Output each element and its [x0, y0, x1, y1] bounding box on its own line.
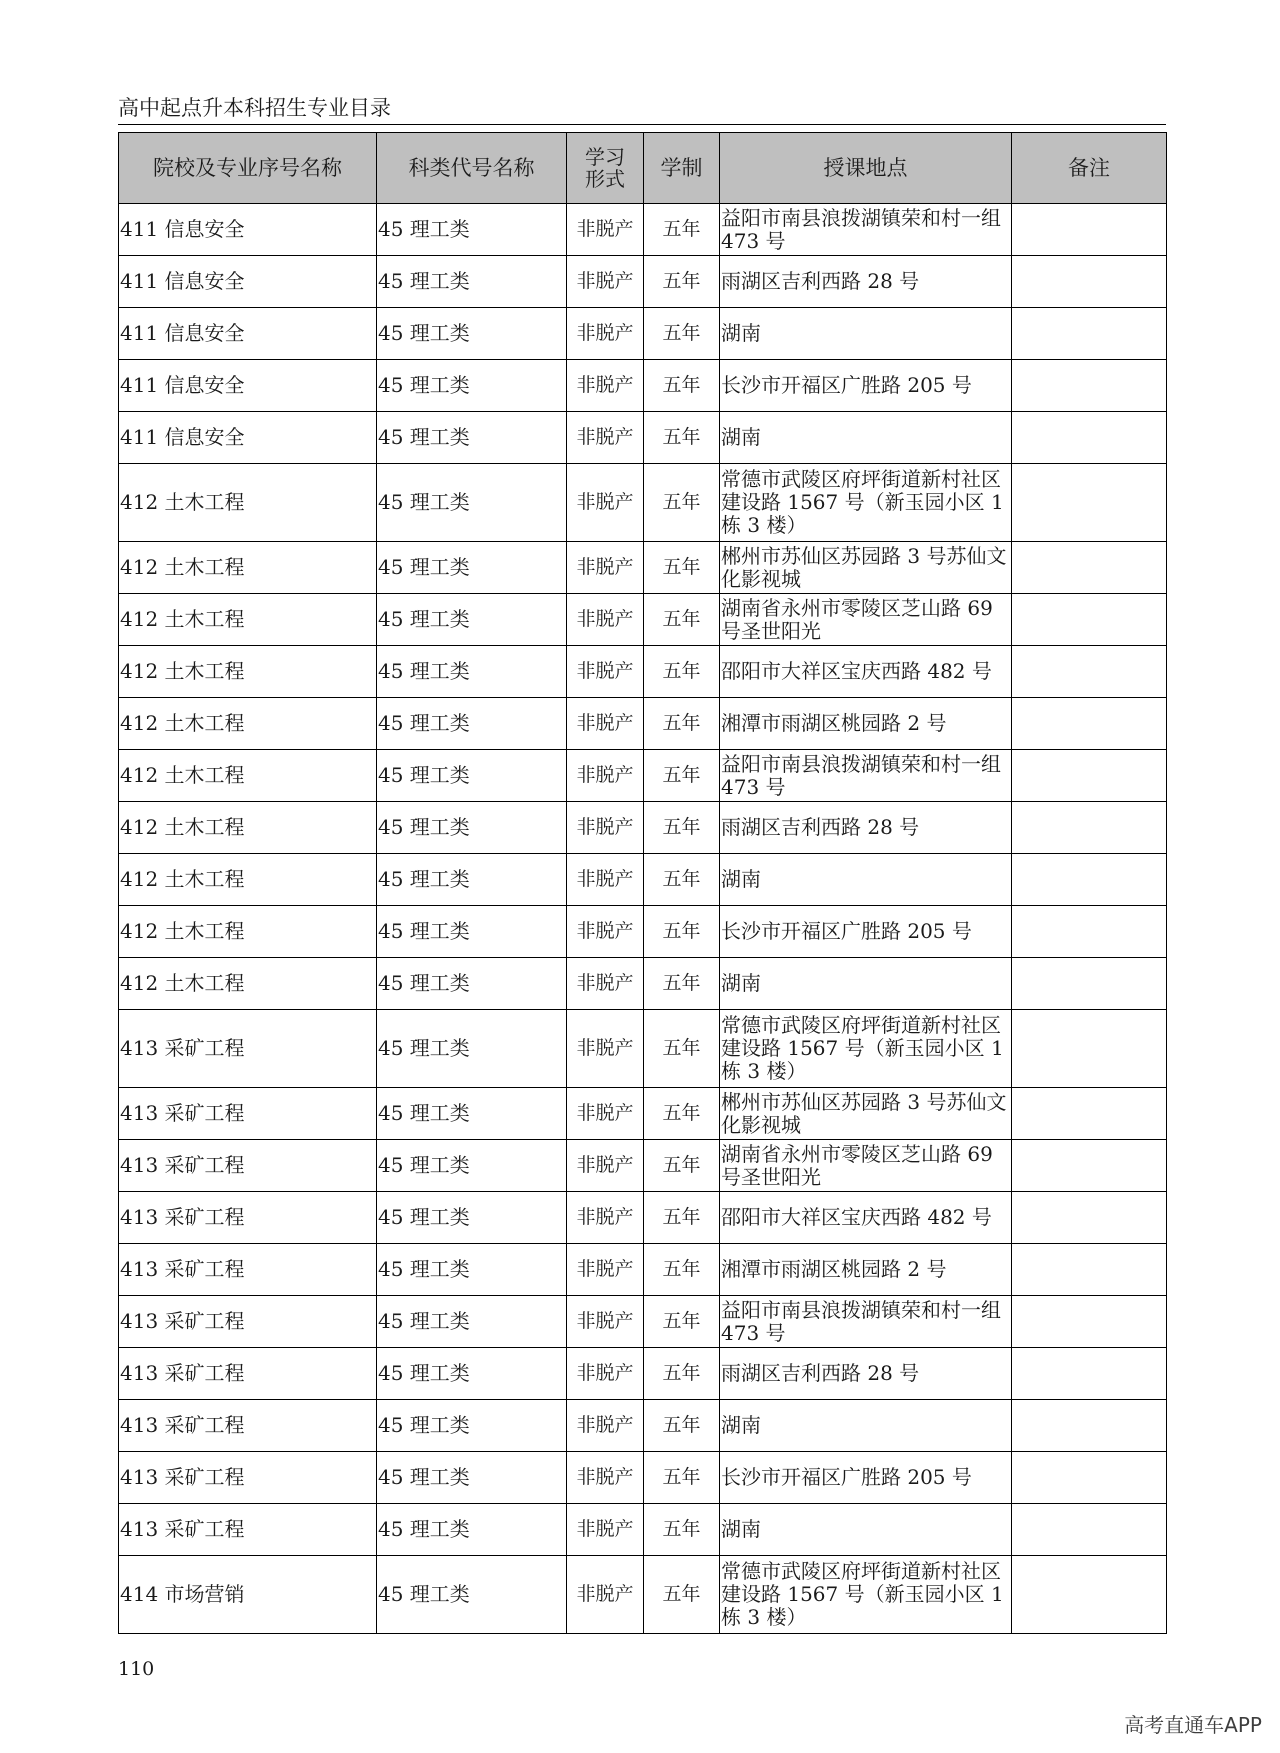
duration-cell: 五年 [644, 958, 720, 1010]
category-cell: 45 理工类 [377, 1452, 567, 1504]
category-cell: 45 理工类 [377, 802, 567, 854]
note-cell [1012, 412, 1167, 464]
category-cell: 45 理工类 [377, 750, 567, 802]
duration-cell: 五年 [644, 1192, 720, 1244]
duration-cell: 五年 [644, 412, 720, 464]
note-cell [1012, 646, 1167, 698]
table-row [119, 1348, 1167, 1400]
major-cell: 412 土木工程 [119, 542, 377, 594]
table-row [119, 256, 1167, 308]
location-cell: 长沙市开福区广胜路 205 号 [720, 1452, 1012, 1504]
duration-cell: 五年 [644, 1296, 720, 1348]
category-cell: 45 理工类 [377, 256, 567, 308]
major-cell: 411 信息安全 [119, 360, 377, 412]
duration-cell: 五年 [644, 1504, 720, 1556]
table-row [119, 1452, 1167, 1504]
location-cell: 常德市武陵区府坪街道新村社区建设路 1567 号（新玉园小区 1 栋 3 楼） [720, 464, 1012, 542]
duration-cell: 五年 [644, 1244, 720, 1296]
location-cell: 常德市武陵区府坪街道新村社区建设路 1567 号（新玉园小区 1 栋 3 楼） [720, 1556, 1012, 1634]
study-mode-cell: 非脱产 [567, 1348, 644, 1400]
table-row [119, 1244, 1167, 1296]
note-cell [1012, 1192, 1167, 1244]
page-number: 110 [118, 1658, 155, 1680]
column-header-mode-line-1: 学习 [585, 145, 625, 169]
duration-cell: 五年 [644, 906, 720, 958]
category-cell: 45 理工类 [377, 412, 567, 464]
study-mode-cell: 非脱产 [567, 854, 644, 906]
category-cell: 45 理工类 [377, 594, 567, 646]
category-cell: 45 理工类 [377, 958, 567, 1010]
study-mode-cell: 非脱产 [567, 1244, 644, 1296]
location-cell: 雨湖区吉利西路 28 号 [720, 1348, 1012, 1400]
duration-cell: 五年 [644, 1010, 720, 1088]
location-cell: 郴州市苏仙区苏园路 3 号苏仙文化影视城 [720, 1088, 1012, 1140]
major-cell: 412 土木工程 [119, 854, 377, 906]
duration-cell: 五年 [644, 1088, 720, 1140]
table-row [119, 698, 1167, 750]
study-mode-cell: 非脱产 [567, 1400, 644, 1452]
note-cell [1012, 1140, 1167, 1192]
table-row [119, 594, 1167, 646]
table-header-row [119, 133, 1167, 204]
column-header-length: 学制 [644, 133, 720, 204]
major-cell: 412 土木工程 [119, 906, 377, 958]
note-cell [1012, 204, 1167, 256]
category-cell: 45 理工类 [377, 854, 567, 906]
study-mode-cell: 非脱产 [567, 802, 644, 854]
note-cell [1012, 1400, 1167, 1452]
column-header-mode-line-2: 形式 [585, 167, 625, 191]
category-cell: 45 理工类 [377, 464, 567, 542]
note-cell [1012, 1244, 1167, 1296]
category-cell: 45 理工类 [377, 1348, 567, 1400]
study-mode-cell: 非脱产 [567, 1452, 644, 1504]
location-cell: 湖南 [720, 308, 1012, 360]
study-mode-cell: 非脱产 [567, 646, 644, 698]
category-cell: 45 理工类 [377, 1504, 567, 1556]
table-row [119, 958, 1167, 1010]
category-cell: 45 理工类 [377, 1556, 567, 1634]
table-row [119, 360, 1167, 412]
study-mode-cell: 非脱产 [567, 750, 644, 802]
note-cell [1012, 906, 1167, 958]
catalog-table [118, 132, 1167, 1634]
note-cell [1012, 802, 1167, 854]
note-cell [1012, 1088, 1167, 1140]
table-row [119, 1296, 1167, 1348]
study-mode-cell: 非脱产 [567, 1010, 644, 1088]
study-mode-cell: 非脱产 [567, 1504, 644, 1556]
duration-cell: 五年 [644, 464, 720, 542]
note-cell [1012, 1556, 1167, 1634]
study-mode-cell: 非脱产 [567, 1192, 644, 1244]
note-cell [1012, 464, 1167, 542]
category-cell: 45 理工类 [377, 698, 567, 750]
location-cell: 益阳市南县浪拨湖镇荣和村一组 473 号 [720, 750, 1012, 802]
table-row [119, 906, 1167, 958]
duration-cell: 五年 [644, 854, 720, 906]
study-mode-cell: 非脱产 [567, 594, 644, 646]
note-cell [1012, 958, 1167, 1010]
duration-cell: 五年 [644, 802, 720, 854]
running-header: 高中起点升本科招生专业目录 [118, 96, 391, 120]
category-cell: 45 理工类 [377, 1088, 567, 1140]
location-cell: 湖南省永州市零陵区芝山路 69 号圣世阳光 [720, 1140, 1012, 1192]
major-cell: 413 采矿工程 [119, 1348, 377, 1400]
location-cell: 益阳市南县浪拨湖镇荣和村一组 473 号 [720, 204, 1012, 256]
watermark: 高考直通车APP [1124, 1713, 1262, 1737]
note-cell [1012, 750, 1167, 802]
major-cell: 413 采矿工程 [119, 1010, 377, 1088]
major-cell: 414 市场营销 [119, 1556, 377, 1634]
study-mode-cell: 非脱产 [567, 464, 644, 542]
duration-cell: 五年 [644, 308, 720, 360]
table-row [119, 802, 1167, 854]
major-cell: 411 信息安全 [119, 308, 377, 360]
category-cell: 45 理工类 [377, 646, 567, 698]
duration-cell: 五年 [644, 594, 720, 646]
table-row [119, 308, 1167, 360]
duration-cell: 五年 [644, 750, 720, 802]
location-cell: 常德市武陵区府坪街道新村社区建设路 1567 号（新玉园小区 1 栋 3 楼） [720, 1010, 1012, 1088]
location-cell: 长沙市开福区广胜路 205 号 [720, 360, 1012, 412]
table-row [119, 1140, 1167, 1192]
study-mode-cell: 非脱产 [567, 308, 644, 360]
category-cell: 45 理工类 [377, 1010, 567, 1088]
category-cell: 45 理工类 [377, 1296, 567, 1348]
table-row [119, 750, 1167, 802]
category-cell: 45 理工类 [377, 1400, 567, 1452]
duration-cell: 五年 [644, 1452, 720, 1504]
category-cell: 45 理工类 [377, 360, 567, 412]
major-cell: 413 采矿工程 [119, 1296, 377, 1348]
study-mode-cell: 非脱产 [567, 1296, 644, 1348]
study-mode-cell: 非脱产 [567, 1088, 644, 1140]
major-cell: 412 土木工程 [119, 464, 377, 542]
location-cell: 郴州市苏仙区苏园路 3 号苏仙文化影视城 [720, 542, 1012, 594]
duration-cell: 五年 [644, 1348, 720, 1400]
location-cell: 湖南 [720, 412, 1012, 464]
table-row [119, 412, 1167, 464]
study-mode-cell: 非脱产 [567, 1140, 644, 1192]
note-cell [1012, 1504, 1167, 1556]
location-cell: 湖南 [720, 1504, 1012, 1556]
note-cell [1012, 256, 1167, 308]
note-cell [1012, 542, 1167, 594]
location-cell: 湖南 [720, 1400, 1012, 1452]
major-cell: 413 采矿工程 [119, 1244, 377, 1296]
duration-cell: 五年 [644, 1556, 720, 1634]
major-cell: 412 土木工程 [119, 802, 377, 854]
major-cell: 412 土木工程 [119, 698, 377, 750]
category-cell: 45 理工类 [377, 308, 567, 360]
column-header-major: 院校及专业序号名称 [119, 133, 377, 204]
major-cell: 413 采矿工程 [119, 1192, 377, 1244]
duration-cell: 五年 [644, 646, 720, 698]
column-header-note: 备注 [1012, 133, 1167, 204]
major-cell: 413 采矿工程 [119, 1088, 377, 1140]
location-cell: 湖南 [720, 958, 1012, 1010]
table-row [119, 464, 1167, 542]
study-mode-cell: 非脱产 [567, 542, 644, 594]
category-cell: 45 理工类 [377, 1244, 567, 1296]
table-row [119, 1088, 1167, 1140]
table-row [119, 1400, 1167, 1452]
study-mode-cell: 非脱产 [567, 204, 644, 256]
major-cell: 412 土木工程 [119, 958, 377, 1010]
note-cell [1012, 1296, 1167, 1348]
duration-cell: 五年 [644, 698, 720, 750]
note-cell [1012, 594, 1167, 646]
location-cell: 雨湖区吉利西路 28 号 [720, 256, 1012, 308]
location-cell: 湖南 [720, 854, 1012, 906]
major-cell: 413 采矿工程 [119, 1400, 377, 1452]
study-mode-cell: 非脱产 [567, 906, 644, 958]
location-cell: 益阳市南县浪拨湖镇荣和村一组 473 号 [720, 1296, 1012, 1348]
major-cell: 412 土木工程 [119, 750, 377, 802]
category-cell: 45 理工类 [377, 906, 567, 958]
location-cell: 邵阳市大祥区宝庆西路 482 号 [720, 646, 1012, 698]
study-mode-cell: 非脱产 [567, 698, 644, 750]
location-cell: 邵阳市大祥区宝庆西路 482 号 [720, 1192, 1012, 1244]
table-row [119, 854, 1167, 906]
study-mode-cell: 非脱产 [567, 412, 644, 464]
category-cell: 45 理工类 [377, 1140, 567, 1192]
table-row [119, 1010, 1167, 1088]
category-cell: 45 理工类 [377, 204, 567, 256]
duration-cell: 五年 [644, 542, 720, 594]
location-cell: 湖南省永州市零陵区芝山路 69 号圣世阳光 [720, 594, 1012, 646]
major-cell: 412 土木工程 [119, 594, 377, 646]
note-cell [1012, 854, 1167, 906]
table-row [119, 1556, 1167, 1634]
location-cell: 长沙市开福区广胜路 205 号 [720, 906, 1012, 958]
note-cell [1012, 698, 1167, 750]
location-cell: 湘潭市雨湖区桃园路 2 号 [720, 1244, 1012, 1296]
study-mode-cell: 非脱产 [567, 1556, 644, 1634]
table-row [119, 542, 1167, 594]
table-row [119, 646, 1167, 698]
major-cell: 411 信息安全 [119, 412, 377, 464]
major-cell: 411 信息安全 [119, 256, 377, 308]
study-mode-cell: 非脱产 [567, 256, 644, 308]
location-cell: 雨湖区吉利西路 28 号 [720, 802, 1012, 854]
note-cell [1012, 1010, 1167, 1088]
major-cell: 413 采矿工程 [119, 1140, 377, 1192]
major-cell: 413 采矿工程 [119, 1504, 377, 1556]
table-row [119, 1504, 1167, 1556]
duration-cell: 五年 [644, 1400, 720, 1452]
note-cell [1012, 1348, 1167, 1400]
note-cell [1012, 360, 1167, 412]
note-cell [1012, 1452, 1167, 1504]
note-cell [1012, 308, 1167, 360]
category-cell: 45 理工类 [377, 1192, 567, 1244]
major-cell: 413 采矿工程 [119, 1452, 377, 1504]
table-row [119, 204, 1167, 256]
header-rule [118, 124, 1166, 125]
duration-cell: 五年 [644, 1140, 720, 1192]
study-mode-cell: 非脱产 [567, 958, 644, 1010]
column-header-category: 科类代号名称 [377, 133, 567, 204]
column-header-mode [567, 133, 644, 204]
duration-cell: 五年 [644, 204, 720, 256]
duration-cell: 五年 [644, 256, 720, 308]
major-cell: 411 信息安全 [119, 204, 377, 256]
major-cell: 412 土木工程 [119, 646, 377, 698]
table-row [119, 1192, 1167, 1244]
duration-cell: 五年 [644, 360, 720, 412]
study-mode-cell: 非脱产 [567, 360, 644, 412]
column-header-location: 授课地点 [720, 133, 1012, 204]
location-cell: 湘潭市雨湖区桃园路 2 号 [720, 698, 1012, 750]
category-cell: 45 理工类 [377, 542, 567, 594]
